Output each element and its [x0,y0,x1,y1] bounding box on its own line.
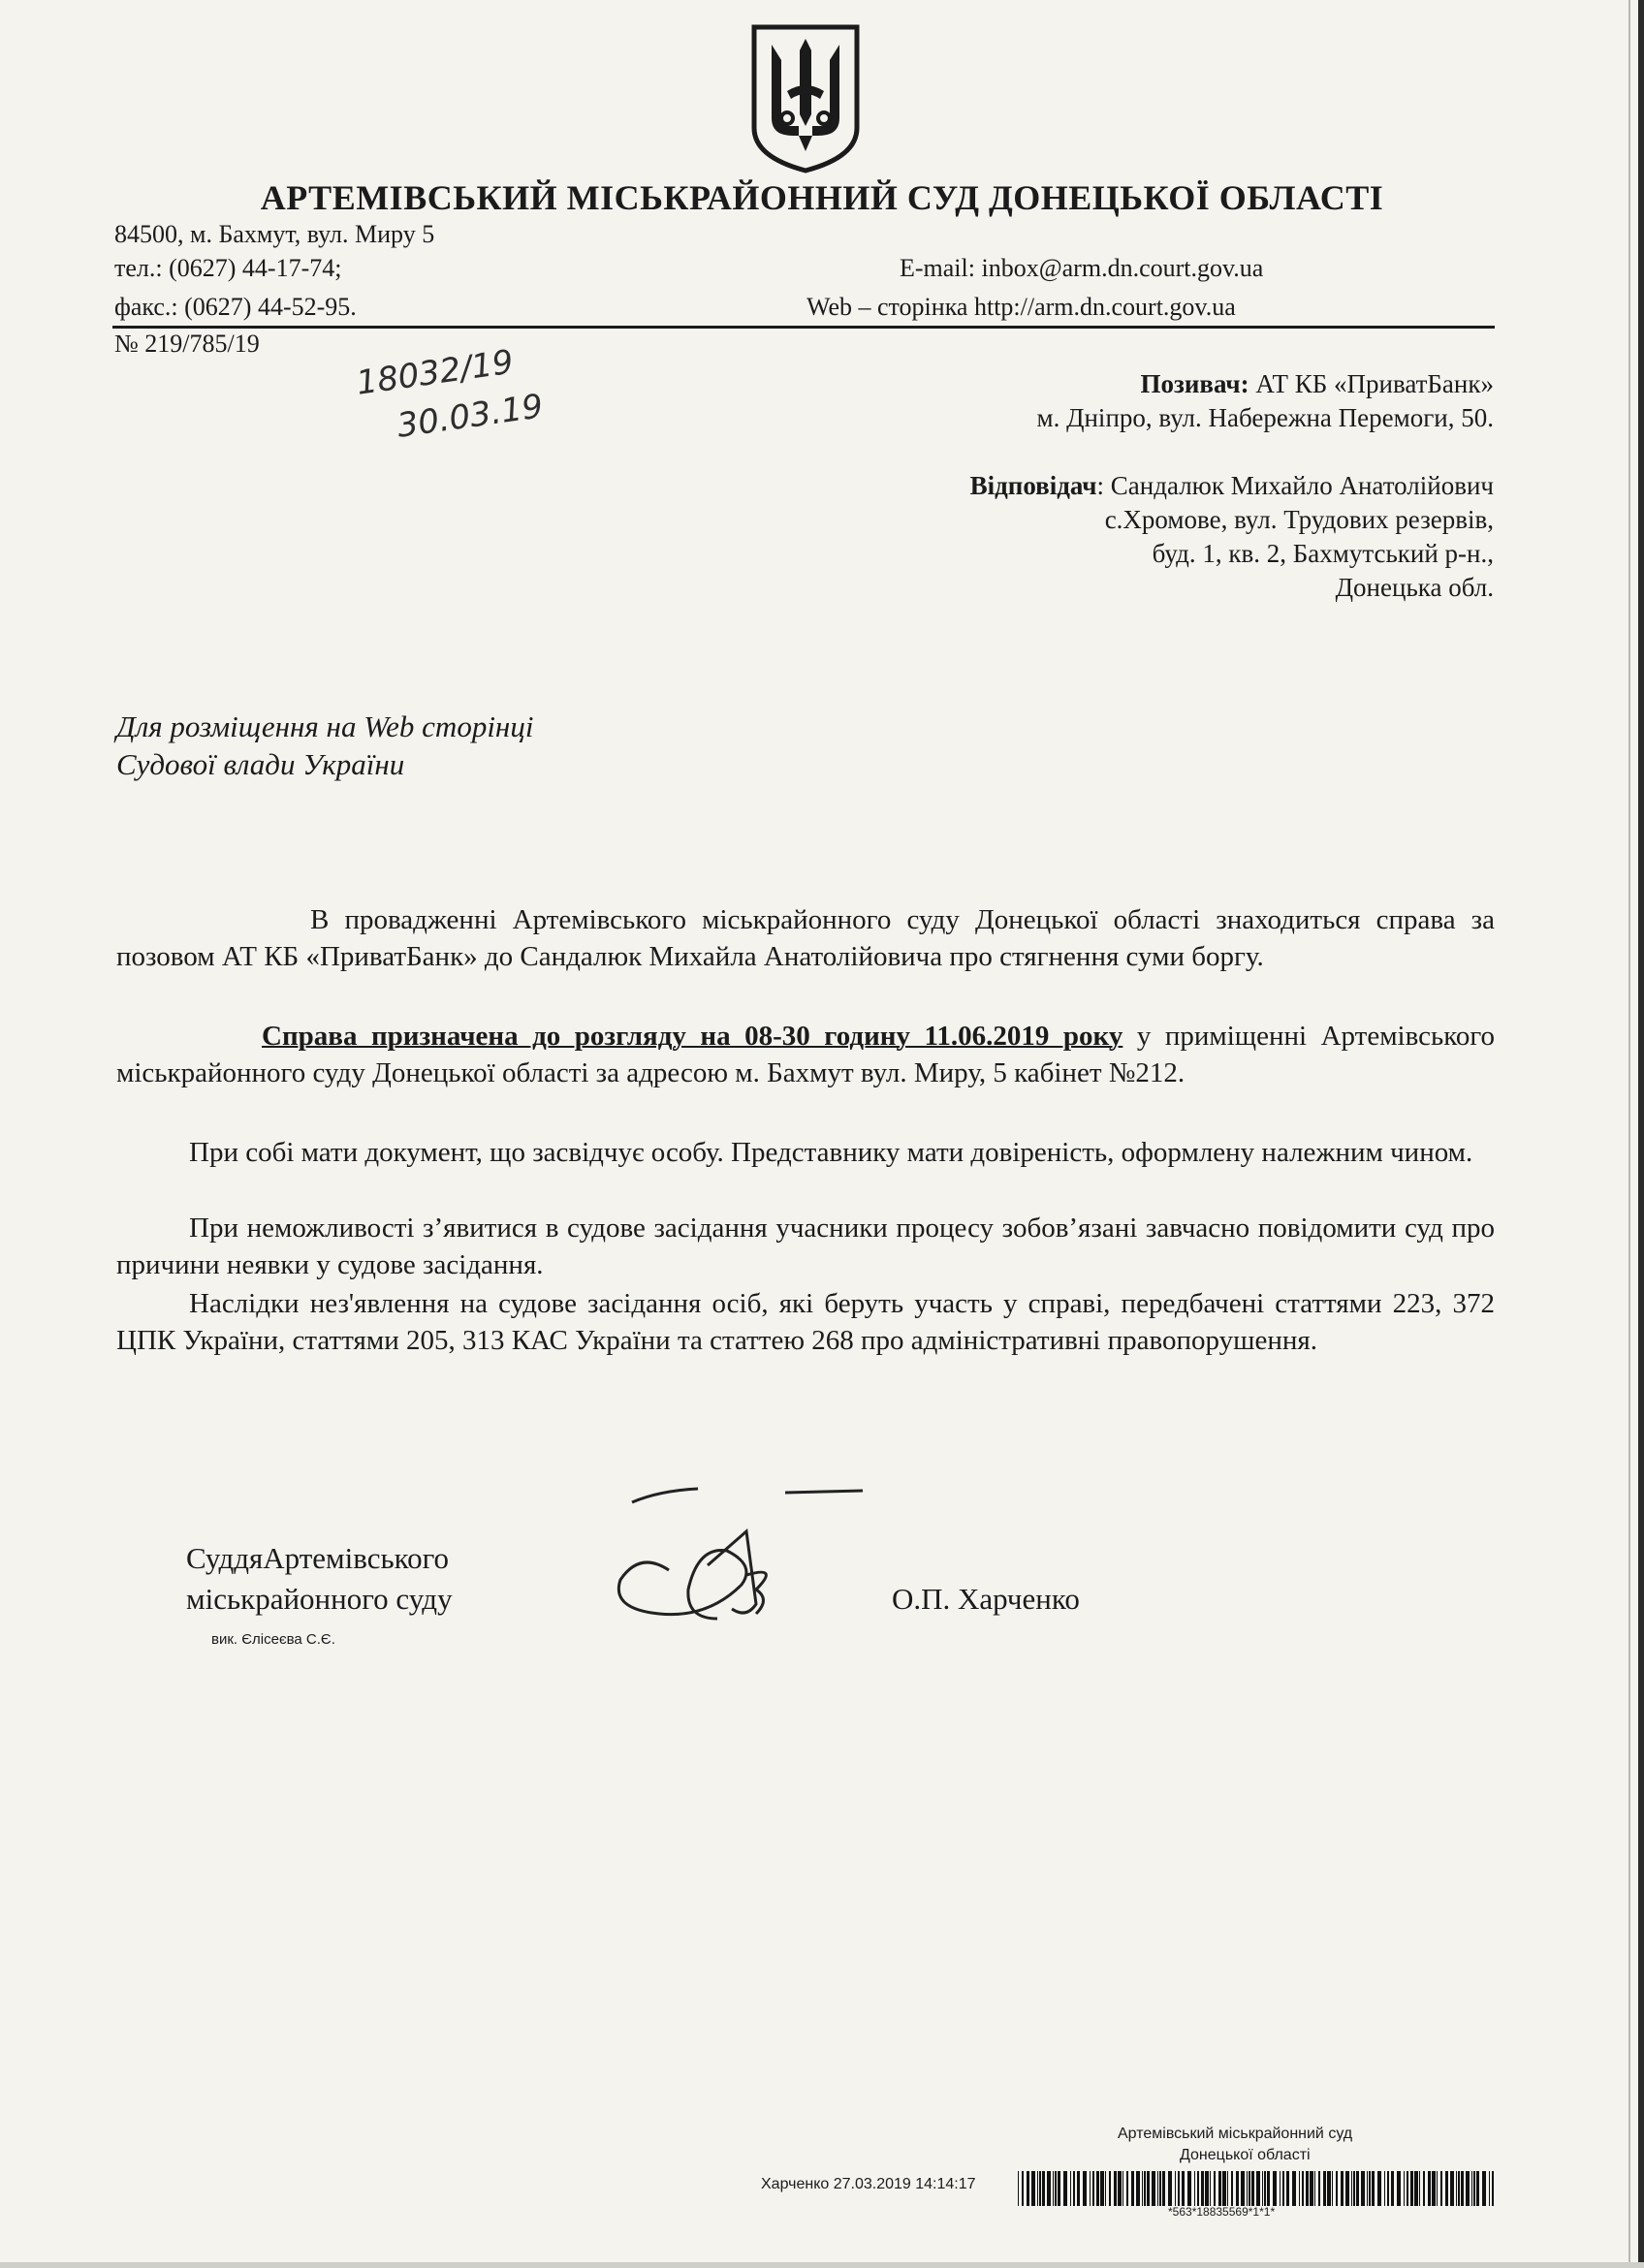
plaintiff-name: АТ КБ «ПриватБанк» [1255,369,1494,398]
handwritten-reg-number: 18032/19 [354,342,517,403]
court-fax: факс.: (0627) 44-52-95. [114,293,357,321]
barcode-icon [1018,2171,1496,2206]
paragraph-absence: При неможливості з’явитися в судове засідання учасники процесу зобов’язані завчасно повідомити суд про причини неявки у судове засідання. [116,1213,1495,1280]
court-name: АРТЕМІВСЬКИЙ МІСЬКРАЙОННИЙ СУД ДОНЕЦЬКОЇ ОБЛАСТІ [260,178,1384,217]
case-number: № 219/785/19 [114,330,260,358]
placement-note-line-1: Для розміщення на Web сторінці [116,709,534,743]
court-email: E-mail: inbox@arm.dn.court.gov.ua [900,254,1264,282]
page-edge [1638,0,1644,2268]
hearing-date: Справа призначена до розгляду на 08-30 годину 11.06.2019 року [262,1021,1123,1052]
plaintiff-address: м. Дніпро, вул. Набережна Перемоги, 50. [1036,403,1494,432]
paragraph-hearing [116,1018,1495,1091]
stamp-court-2: Донецької області [1180,2147,1311,2163]
defendant-label: Відповідач [969,471,1097,500]
paragraph-consequences: Наслідки нез'явлення на судове засідання осіб, які беруть участь у справі, передбачені статтями 223, 372 ЦПК України, статтями 205, 313 КАС України та статтею 268 про адміністративні правопорушення. [116,1288,1495,1356]
coat-of-arms-icon [748,21,863,174]
defendant-address-1: с.Хромове, вул. Трудових резервів, [1104,505,1494,534]
defendant-address-3: Донецька обл. [1335,573,1494,602]
executor: вик. Єлісеєва С.Є. [211,1631,335,1648]
placement-note-line-2: Судової влади України [116,747,405,781]
page-edge-bottom [0,2262,1644,2268]
defendant-address-2: буд. 1, кв. 2, Бахмутський р-н., [1152,539,1494,568]
handwritten-signature-icon [601,1473,882,1638]
plaintiff-line [1140,369,1494,399]
court-website: Web – сторінка http://arm.dn.court.gov.ua [806,293,1236,321]
page-edge-line [1628,0,1630,2268]
paragraph-proceedings: В провадженні Артемівського міськрайонного суду Донецької області знаходиться справа за позовом АТ КБ «ПриватБанк» до Сандалюк Михайла Анатолійовича про стягнення суми боргу. [116,904,1495,972]
header-divider [112,326,1495,329]
defendant-line [970,471,1494,501]
court-phone: тел.: (0627) 44-17-74; [114,254,342,282]
judge-title-2: міськрайонного суду [186,1582,453,1616]
stamp-court-1: Артемівський міськрайонний суд [1118,2126,1353,2142]
defendant-name: : Сандалюк Михайло Анатолійович [1096,471,1494,500]
paragraph-documents: При собі мати документ, що засвідчує особу. Представнику мати довіреність, оформлену належним чином. [189,1137,1473,1168]
handwritten-reg-date: 30.03.19 [395,387,546,446]
stamp-signed: Харченко 27.03.2019 14:14:17 [761,2176,976,2192]
plaintiff-label: Позивач: [1140,369,1249,398]
barcode-text: *563*18835569*1*1* [1168,2205,1276,2219]
hearing-location: у приміщенні Артемівського міськрайонного суду Донецької області за адресою м. Бахмут вул. Миру, 5 кабінет №212. [116,1021,1496,1088]
judge-name: О.П. Харченко [892,1582,1080,1616]
court-address: 84500, м. Бахмут, вул. Миру 5 [114,220,435,248]
judge-title-1: СуддяАртемівського [186,1541,450,1575]
